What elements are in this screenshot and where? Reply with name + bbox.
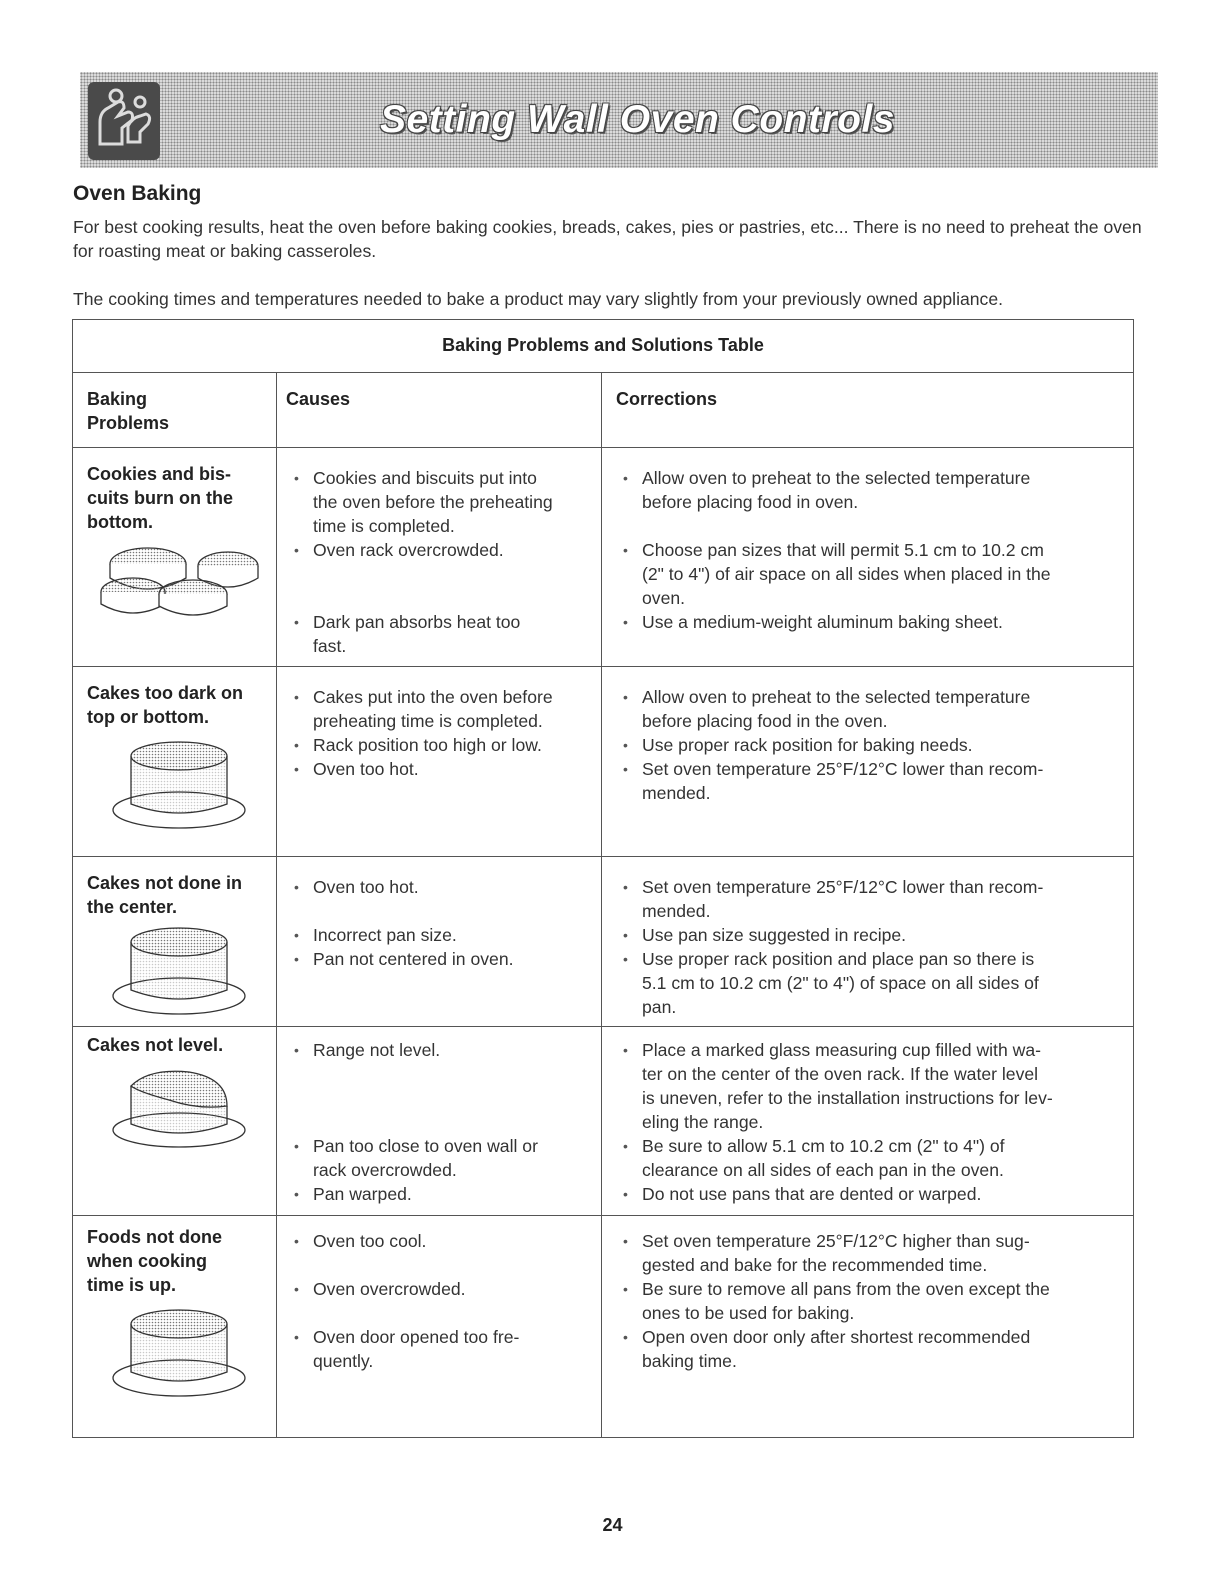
list-item: • Allow oven to preheat to the selected temperature before placing food in oven. <box>614 466 1030 514</box>
list-item: • Dark pan absorbs heat too fast. <box>285 610 520 658</box>
section-heading: Oven Baking <box>73 182 202 205</box>
column-header-corrections: Corrections <box>616 389 718 409</box>
column-divider <box>276 372 277 1437</box>
list-item: • Use pan size suggested in recipe. <box>614 923 906 947</box>
cake-icon <box>109 738 249 833</box>
cake-icon <box>109 1306 249 1401</box>
list-item: • Range not level. <box>285 1038 440 1062</box>
list-item: • Do not use pans that are dented or warped. <box>614 1182 981 1206</box>
column-header-causes: Causes <box>286 389 351 409</box>
problem-cakes-not-done-center: Cakes not done in the center. <box>87 873 243 917</box>
list-item: • Be sure to allow 5.1 cm to 10.2 cm (2" to 4") of clearance on all sides of each pan in the oven. <box>614 1134 1005 1182</box>
uneven-cake-icon <box>109 1062 249 1152</box>
hands-cooking-icon <box>88 82 160 160</box>
row-divider <box>73 372 1133 373</box>
list-item: • Use proper rack position and place pan so there is 5.1 cm to 10.2 cm (2" to 4") of space on all sides of pan. <box>614 947 1039 1019</box>
column-divider <box>601 372 602 1437</box>
list-item: • Incorrect pan size. <box>285 923 457 947</box>
list-item: • Use proper rack position for baking needs. <box>614 733 973 757</box>
row-divider <box>73 447 1133 448</box>
header-banner <box>80 72 1158 168</box>
cookies-icon <box>93 542 263 622</box>
list-item: • Choose pan sizes that will permit 5.1 cm to 10.2 cm (2" to 4") of air space on all sides when placed in the oven. <box>614 538 1051 610</box>
list-item: • Use a medium-weight aluminum baking sheet. <box>614 610 1003 634</box>
problem-foods-not-done: Foods not done when cooking time is up. <box>87 1227 222 1295</box>
list-item: • Allow oven to preheat to the selected temperature before placing food in the oven. <box>614 685 1030 733</box>
problem-cookies-burn: Cookies and bis- cuits burn on the bottom. <box>87 464 233 532</box>
row-divider <box>73 1026 1133 1027</box>
list-item: • Be sure to remove all pans from the oven except the ones to be used for baking. <box>614 1277 1050 1325</box>
page-title: Setting Wall Oven Controls <box>380 98 895 141</box>
list-item: • Pan too close to oven wall or rack overcrowded. <box>285 1134 538 1182</box>
row-divider <box>73 1215 1133 1216</box>
list-item: • Oven too hot. <box>285 875 419 899</box>
list-item: • Oven too hot. <box>285 757 419 781</box>
list-item: • Set oven temperature 25°F/12°C lower than recom- mended. <box>614 757 1043 805</box>
list-item: • Oven overcrowded. <box>285 1277 466 1301</box>
row-divider <box>73 856 1133 857</box>
list-item: • Place a marked glass measuring cup filled with wa- ter on the center of the oven rack. If the water level is uneven, refer to the installation instructions for lev- eling the range. <box>614 1038 1053 1134</box>
cake-icon <box>109 924 249 1019</box>
intro-paragraph: For best cooking results, heat the oven before baking cookies, breads, cakes, pies or pastries, etc... There is no need to preheat the oven for roasting meat or baking casseroles. <box>73 217 1142 261</box>
list-item: • Oven door opened too fre- quently. <box>285 1325 519 1373</box>
list-item: • Open oven door only after shortest recommended baking time. <box>614 1325 1030 1373</box>
list-item: • Rack position too high or low. <box>285 733 542 757</box>
column-header-problems: Baking Problems <box>87 389 170 433</box>
list-item: • Pan not centered in oven. <box>285 947 514 971</box>
list-item: • Oven rack overcrowded. <box>285 538 504 562</box>
list-item: • Set oven temperature 25°F/12°C higher than sug- gested and bake for the recommended time. <box>614 1229 1030 1277</box>
problem-cakes-too-dark: Cakes too dark on top or bottom. <box>87 683 244 727</box>
page-number: 24 <box>602 1515 623 1535</box>
table-title: Baking Problems and Solutions Table <box>442 335 764 355</box>
list-item: • Oven too cool. <box>285 1229 426 1253</box>
problem-cakes-not-level: Cakes not level. <box>87 1035 224 1055</box>
list-item: • Cookies and biscuits put into the oven before the preheating time is completed. <box>285 466 553 538</box>
row-divider <box>73 666 1133 667</box>
note-paragraph: The cooking times and temperatures needed to bake a product may vary slightly from your previously owned appliance. <box>73 289 1004 309</box>
list-item: • Pan warped. <box>285 1182 412 1206</box>
list-item: • Set oven temperature 25°F/12°C lower than recom- mended. <box>614 875 1043 923</box>
baking-problems-table <box>72 319 1134 1438</box>
list-item: • Cakes put into the oven before preheating time is completed. <box>285 685 553 733</box>
